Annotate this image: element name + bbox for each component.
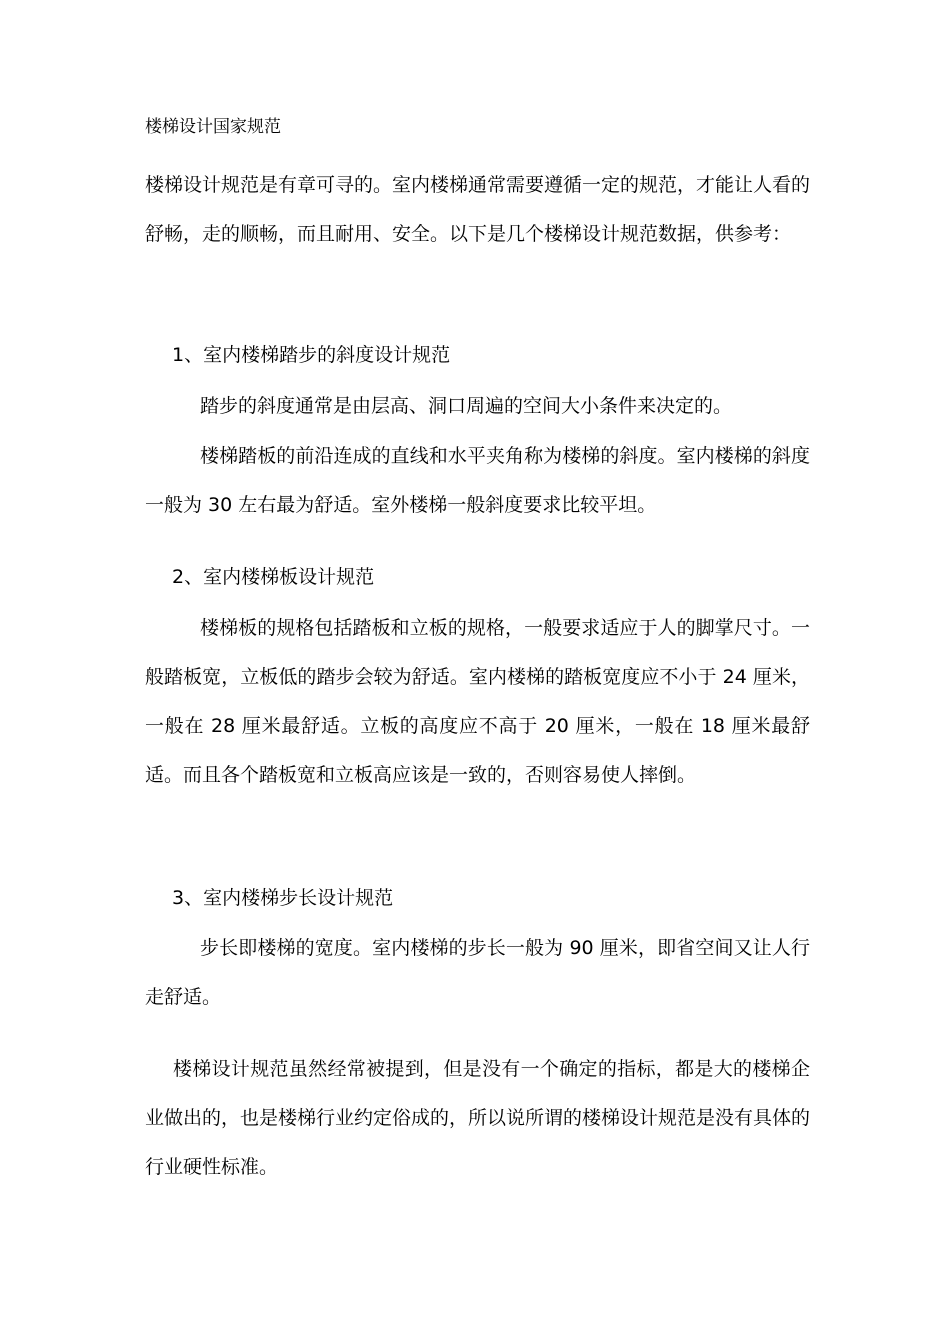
section-heading-board: 2、室内楼梯板设计规范	[172, 566, 375, 588]
intro-paragraph: 楼梯设计规范是有章可寻的。室内楼梯通常需要遵循一定的规范，才能让人看的舒畅，走的顺畅，而且耐用、安全。以下是几个楼梯设计规范数据，供参考：	[145, 174, 811, 245]
section-board-paragraph-1: 楼梯板的规格包括踏板和立板的规格，一般要求适应于人的脚掌尺寸。一般踏板宽，立板低的踏步会较为舒适。室内楼梯的踏板宽度应不小于 24 厘米，一般在 28 厘米最舒适。立板的高度应不高于 20 厘米，一般在 18 厘米最舒适。而且各个踏板宽和立板高应该是一致的，否则容易使人摔倒。	[145, 617, 810, 786]
section-heading-step-length: 3、室内楼梯步长设计规范	[172, 887, 394, 909]
section-heading-slope: 1、室内楼梯踏步的斜度设计规范	[172, 344, 451, 366]
conclusion-paragraph: 楼梯设计规范虽然经常被提到，但是没有一个确定的指标，都是大的楼梯企业做出的，也是楼梯行业约定俗成的，所以说所谓的楼梯设计规范是没有具体的行业硬性标准。	[145, 1058, 811, 1178]
section-step-length-paragraph-1: 步长即楼梯的宽度。室内楼梯的步长一般为 90 厘米，即省空间又让人行走舒适。	[145, 937, 810, 1008]
document-title: 楼梯设计国家规范	[145, 117, 281, 137]
section-slope-paragraph-2: 楼梯踏板的前沿连成的直线和水平夹角称为楼梯的斜度。室内楼梯的斜度一般为 30 左右最为舒适。室外楼梯一般斜度要求比较平坦。	[145, 445, 810, 516]
section-slope-paragraph-1: 踏步的斜度通常是由层高、洞口周遍的空间大小条件来决定的。	[200, 395, 733, 417]
